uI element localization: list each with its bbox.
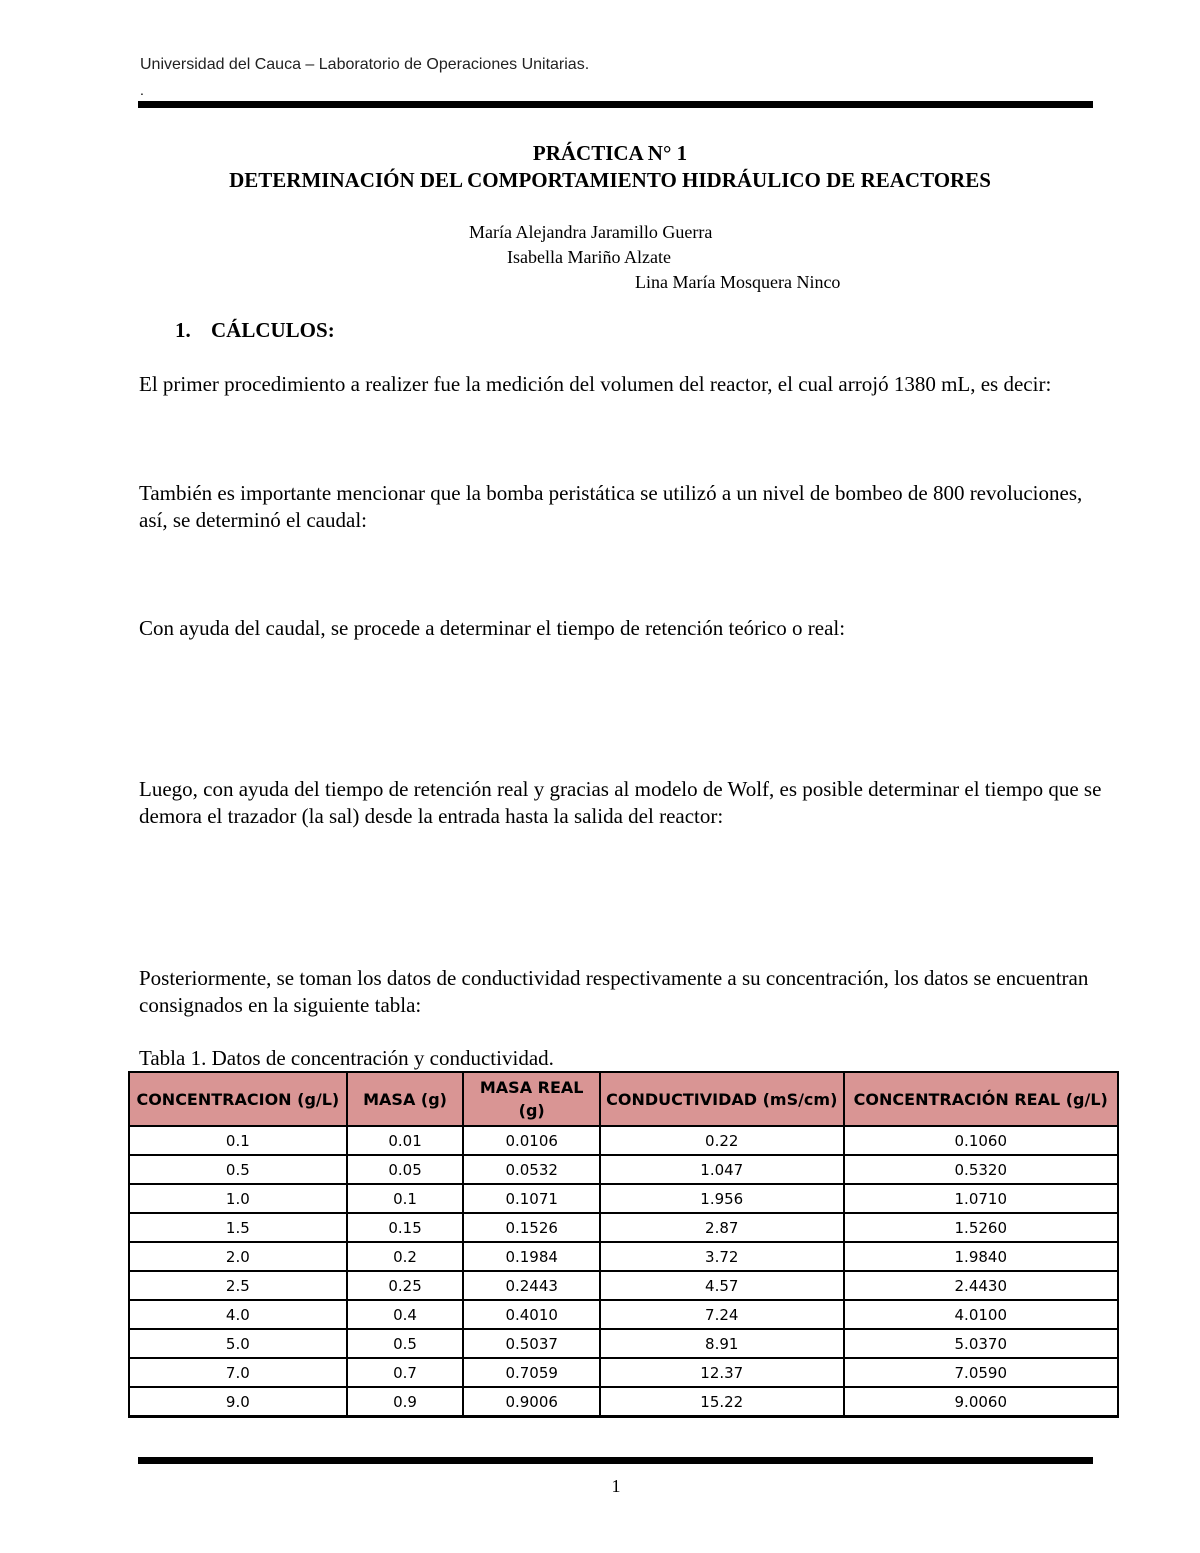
author-2: Isabella Mariño Alzate bbox=[507, 247, 671, 267]
table-row bbox=[129, 1213, 1118, 1242]
table-row bbox=[129, 1126, 1118, 1155]
author-1: María Alejandra Jaramillo Guerra bbox=[469, 222, 713, 242]
table-cell: 2.87 bbox=[600, 1213, 844, 1242]
table-cell: 0.22 bbox=[600, 1126, 844, 1155]
table-cell: 0.25 bbox=[347, 1271, 464, 1300]
table-cell: 0.1 bbox=[347, 1184, 464, 1213]
section-number: 1. bbox=[175, 318, 191, 342]
paragraph-retention: Con ayuda del caudal, se procede a determinar el tiempo de retención teórico o real: bbox=[139, 616, 846, 640]
column-header: MASA (g) bbox=[347, 1072, 464, 1126]
paragraph-conductivity: Posteriormente, se toman los datos de conductividad respectivamente a su concentración, los datos se encuentran consignados en la siguiente tabla: bbox=[139, 966, 1089, 1017]
table-cell: 1.047 bbox=[600, 1155, 844, 1184]
table-cell: 0.4 bbox=[347, 1300, 464, 1329]
table-cell: 0.5320 bbox=[844, 1155, 1118, 1184]
table-cell: 0.1060 bbox=[844, 1126, 1118, 1155]
table-cell: 1.0710 bbox=[844, 1184, 1118, 1213]
table-cell: 4.57 bbox=[600, 1271, 844, 1300]
table-body bbox=[129, 1126, 1118, 1417]
author-3: Lina María Mosquera Ninco bbox=[635, 272, 841, 292]
footer-rule bbox=[138, 1457, 1093, 1464]
table-cell: 0.5 bbox=[347, 1329, 464, 1358]
table-cell: 0.1 bbox=[129, 1126, 347, 1155]
table-cell: 9.0060 bbox=[844, 1387, 1118, 1417]
table-cell: 7.0590 bbox=[844, 1358, 1118, 1387]
table-cell: 0.0532 bbox=[463, 1155, 600, 1184]
table-cell: 4.0 bbox=[129, 1300, 347, 1329]
table-cell: 5.0 bbox=[129, 1329, 347, 1358]
table-cell: 0.1526 bbox=[463, 1213, 600, 1242]
header-dot: . bbox=[140, 82, 144, 98]
paragraph-volume: El primer procedimiento a realizer fue la medición del volumen del reactor, el cual arrojó 1380 mL, es decir: bbox=[139, 372, 1052, 396]
table-cell: 0.9006 bbox=[463, 1387, 600, 1417]
section-title: CÁLCULOS: bbox=[211, 318, 335, 342]
table-cell: 5.0370 bbox=[844, 1329, 1118, 1358]
table-caption: Tabla 1. Datos de concentración y conductividad. bbox=[139, 1046, 554, 1070]
section-heading bbox=[175, 318, 335, 343]
table-cell: 1.5260 bbox=[844, 1213, 1118, 1242]
paragraph-flow: También es importante mencionar que la bomba peristática se utilizó a un nivel de bombeo de 800 revoluciones, así, se determinó el caudal: bbox=[139, 481, 1083, 532]
column-header: CONCENTRACIÓN REAL (g/L) bbox=[844, 1072, 1118, 1126]
table-cell: 0.2 bbox=[347, 1242, 464, 1271]
table-cell: 1.9840 bbox=[844, 1242, 1118, 1271]
table-cell: 0.1984 bbox=[463, 1242, 600, 1271]
table-cell: 0.5037 bbox=[463, 1329, 600, 1358]
table-cell: 4.0100 bbox=[844, 1300, 1118, 1329]
table-cell: 0.7 bbox=[347, 1358, 464, 1387]
paragraph-wolf-model: Luego, con ayuda del tiempo de retención real y gracias al modelo de Wolf, es posible determinar el tiempo que se demora el trazador (la sal) desde la entrada hasta la salida del reactor: bbox=[139, 777, 1102, 828]
table-cell: 0.4010 bbox=[463, 1300, 600, 1329]
header-rule bbox=[138, 101, 1093, 108]
table-cell: 2.5 bbox=[129, 1271, 347, 1300]
table-cell: 0.1071 bbox=[463, 1184, 600, 1213]
practice-subtitle: DETERMINACIÓN DEL COMPORTAMIENTO HIDRÁULICO DE REACTORES bbox=[229, 168, 991, 192]
table-row bbox=[129, 1242, 1118, 1271]
table-cell: 1.956 bbox=[600, 1184, 844, 1213]
table-cell: 0.7059 bbox=[463, 1358, 600, 1387]
table-cell: 0.9 bbox=[347, 1387, 464, 1417]
table-cell: 2.4430 bbox=[844, 1271, 1118, 1300]
table-row bbox=[129, 1329, 1118, 1358]
table-cell: 12.37 bbox=[600, 1358, 844, 1387]
table-cell: 0.15 bbox=[347, 1213, 464, 1242]
table-cell: 0.2443 bbox=[463, 1271, 600, 1300]
page-header: Universidad del Cauca – Laboratorio de Operaciones Unitarias. bbox=[140, 56, 590, 73]
page-number: 1 bbox=[611, 1476, 621, 1496]
table-row bbox=[129, 1184, 1118, 1213]
table-cell: 1.0 bbox=[129, 1184, 347, 1213]
table-cell: 15.22 bbox=[600, 1387, 844, 1417]
table-cell: 0.05 bbox=[347, 1155, 464, 1184]
table-header-row bbox=[129, 1072, 1118, 1126]
table-cell: 7.24 bbox=[600, 1300, 844, 1329]
table-row bbox=[129, 1271, 1118, 1300]
table-cell: 1.5 bbox=[129, 1213, 347, 1242]
table-row bbox=[129, 1387, 1118, 1417]
table-cell: 8.91 bbox=[600, 1329, 844, 1358]
table-cell: 3.72 bbox=[600, 1242, 844, 1271]
table-row bbox=[129, 1358, 1118, 1387]
table-cell: 0.5 bbox=[129, 1155, 347, 1184]
table-cell: 2.0 bbox=[129, 1242, 347, 1271]
table-cell: 0.0106 bbox=[463, 1126, 600, 1155]
table-cell: 9.0 bbox=[129, 1387, 347, 1417]
table-row bbox=[129, 1155, 1118, 1184]
table-row bbox=[129, 1300, 1118, 1329]
column-header: CONDUCTIVIDAD (mS/cm) bbox=[600, 1072, 844, 1126]
practice-title: PRÁCTICA N° 1 bbox=[532, 141, 688, 165]
table-cell: 0.01 bbox=[347, 1126, 464, 1155]
data-table bbox=[128, 1071, 1119, 1418]
table-cell: 7.0 bbox=[129, 1358, 347, 1387]
column-header: MASA REAL (g) bbox=[463, 1072, 600, 1126]
column-header: CONCENTRACION (g/L) bbox=[129, 1072, 347, 1126]
